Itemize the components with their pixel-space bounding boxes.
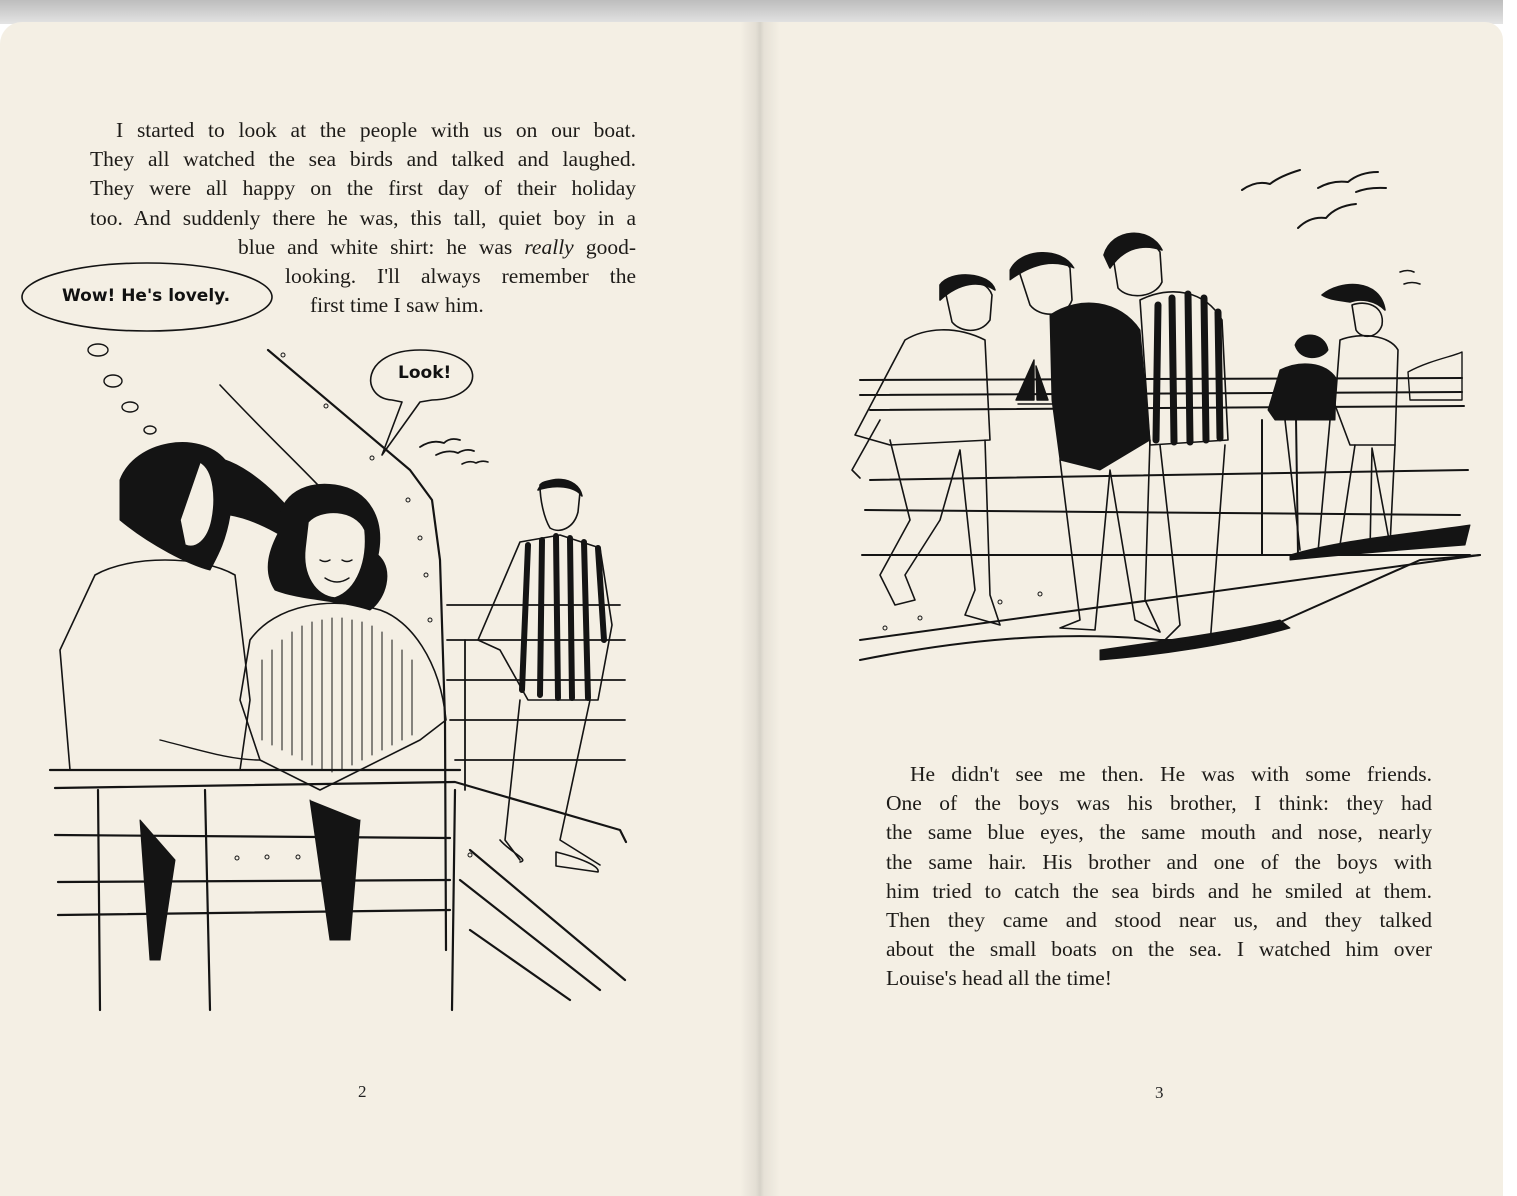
boy-dark-jacket xyxy=(1010,252,1160,632)
porthole xyxy=(281,353,285,357)
deck-rivet xyxy=(883,626,887,630)
text-line: too. And suddenly there he was, this tall, quiet boy in a xyxy=(90,205,636,230)
bird-icon xyxy=(1242,170,1300,190)
thought-dot xyxy=(122,402,138,412)
rivet xyxy=(296,855,300,859)
thought-bubble-text: Wow! He's lovely. xyxy=(62,286,231,306)
bird-icon xyxy=(436,450,474,455)
deck-rivet xyxy=(1038,592,1042,596)
rivet xyxy=(265,855,269,859)
boy-leaning xyxy=(852,275,1000,625)
rivet xyxy=(235,856,239,860)
text-line: him tried to catch the sea birds and he smiled at them. xyxy=(886,878,1432,903)
porthole xyxy=(428,618,432,622)
deck-floor xyxy=(860,525,1480,660)
text-line: They were all happy on the first day of their holiday xyxy=(90,176,636,201)
bird-icon xyxy=(1298,204,1356,228)
thought-dot xyxy=(144,426,156,434)
porthole xyxy=(418,536,422,540)
text-segment: blue and white shirt: he was xyxy=(238,234,525,259)
text-line: Then they came and stood near us, and they talked xyxy=(886,908,1432,933)
porthole xyxy=(324,404,328,408)
right-illustration xyxy=(852,170,1480,660)
page-number-left: 2 xyxy=(358,1082,367,1101)
text-line: He didn't see me then. He was with some friends. xyxy=(910,762,1432,786)
deck-rivet xyxy=(918,616,922,620)
text-line: the same hair. His brother and one of the boys with xyxy=(886,849,1432,874)
bird-icon xyxy=(1356,188,1386,192)
girl-dark-jacket xyxy=(1268,335,1336,552)
text-line: looking. I'll always remember the xyxy=(285,264,636,288)
emphasis-word: really xyxy=(524,234,574,259)
page-number-right: 3 xyxy=(1155,1083,1164,1102)
porthole xyxy=(370,456,374,460)
text-line: first time I saw him. xyxy=(310,293,484,318)
boy-striped-shirt xyxy=(478,479,612,872)
deck-rivet xyxy=(998,600,1002,604)
porthole xyxy=(424,573,428,577)
text-line: I started to look at the people with us on our boat. xyxy=(116,118,636,142)
text-line: about the small boats on the sea. I watched him over xyxy=(886,937,1432,962)
bird-icon xyxy=(1400,271,1420,285)
girl-curly-hair xyxy=(240,484,446,940)
thought-dot xyxy=(88,344,108,356)
bird-icon xyxy=(420,439,460,447)
text-segment: good- xyxy=(573,234,636,259)
left-illustration xyxy=(22,263,626,1010)
text-line: They all watched the sea birds and talked and laughed. xyxy=(90,147,636,172)
sailboat-icon xyxy=(1016,360,1052,404)
porthole xyxy=(406,498,410,502)
speech-bubble-text: Look! xyxy=(398,363,452,383)
text-line: One of the boys was his brother, I think: they had xyxy=(886,791,1432,816)
thought-dot xyxy=(104,375,122,387)
text-line: the same blue eyes, the same mouth and nose, nearly xyxy=(886,820,1432,845)
bird-icon xyxy=(462,461,488,464)
ship-rail xyxy=(860,378,1470,555)
bird-icon xyxy=(1318,172,1378,188)
text-line: Louise's head all the time! xyxy=(886,966,1112,991)
rivet xyxy=(468,853,472,857)
